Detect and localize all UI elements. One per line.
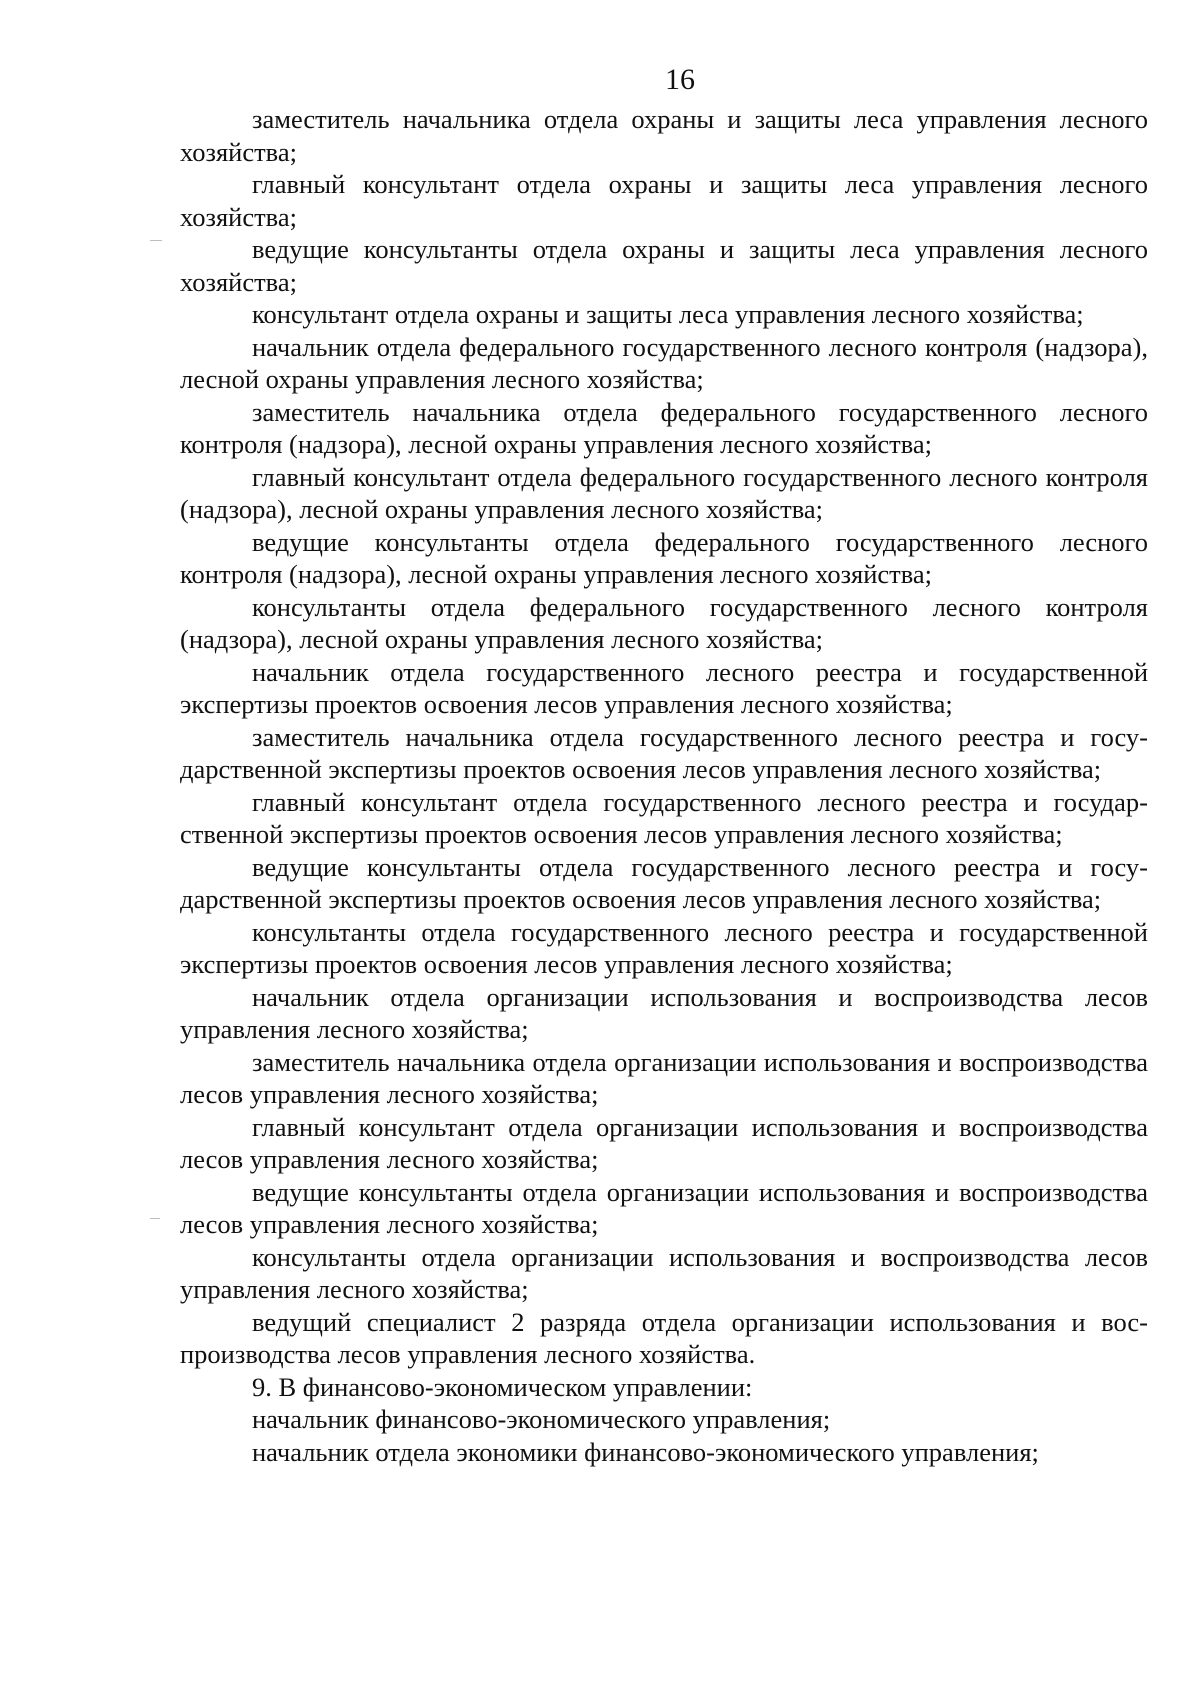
paragraph: консультант отдела охраны и защиты леса управления лесного хозяйства;: [252, 299, 1084, 329]
paragraph: консультанты отдела организации использования и воспроизводства лесов управления лесного хозяйства;: [180, 1241, 1148, 1304]
paragraph: главный консультант отдела организации использования и воспроизводства лесов управления лесного хозяйства;: [180, 1111, 1148, 1174]
scan-artifact: [150, 240, 162, 241]
paragraph: консультанты отдела государственного лесного реестра и государственной экспертизы проектов освоения лесов управления лесного хозяйства;: [180, 916, 1148, 979]
paragraph: ведущие консультанты отдела федерального государственного лесного контроля (надзора), лесной охраны управления лесного хозяйства;: [180, 526, 1148, 589]
paragraph: главный консультант отдела охраны и защиты леса управления лесного хозяйства;: [180, 169, 1148, 232]
paragraph: главный консультант отдела федерального государственного лесного контроля (надзора), лесной охраны управления лесного хозяйства;: [180, 461, 1148, 524]
paragraph: ведущие консультанты отдела организации использования и воспроизводства лесов управления лесного хозяйства;: [180, 1176, 1148, 1239]
paragraph: заместитель начальника отдела организации использования и воспроизводства лесов управления лесного хозяйства;: [180, 1046, 1148, 1109]
paragraph: заместитель начальника отдела государственного лесного реестра и государственной экспертизы проектов освоения лесов управления лесного хозяйства;: [180, 721, 1148, 784]
paragraph: консультанты отдела федерального государственного лесного контроля (надзора), лесной охраны управления лесного хозяйства;: [180, 591, 1148, 654]
paragraph: заместитель начальника отдела охраны и защиты леса управления лесного хозяйства;: [180, 104, 1148, 167]
paragraph: ведущий специалист 2 разряда отдела организации использования и воспроизводства лесов управления лесного хозяйства.: [180, 1306, 1148, 1369]
paragraph: начальник отдела организации использования и воспроизводства лесов управления лесного хозяйства;: [180, 981, 1148, 1044]
document-body: [180, 103, 1148, 1468]
paragraph: начальник отдела экономики финансово-экономического управления;: [252, 1436, 1039, 1467]
paragraph: ведущие консультанты отдела государственного лесного реестра и государственной экспертизы проектов освоения лесов управления лесного хозяйства;: [180, 851, 1148, 914]
paragraph: начальник отдела государственного лесного реестра и государственной экспертизы проектов освоения лесов управления лесного хозяйства;: [180, 656, 1148, 719]
page-number: 16: [665, 63, 695, 96]
paragraph: начальник финансово-экономического управления;: [252, 1404, 831, 1434]
scan-artifact: [150, 1218, 160, 1219]
paragraph: ведущие консультанты отдела охраны и защиты леса управления лесного хозяйства;: [180, 234, 1148, 297]
paragraph: главный консультант отдела государственного лесного реестра и государственной экспертизы проектов освоения лесов управления лесного хозяйства;: [180, 786, 1148, 849]
paragraph: начальник отдела федерального государственного лесного контроля (надзора), лесной охраны управления лесного хозяйства;: [180, 331, 1148, 394]
paragraph: 9. В финансово-экономическом управлении:: [252, 1371, 753, 1402]
paragraph: заместитель начальника отдела федерального государственного лесного контроля (надзора), лесной охраны управления лесного хозяйства;: [180, 396, 1148, 459]
